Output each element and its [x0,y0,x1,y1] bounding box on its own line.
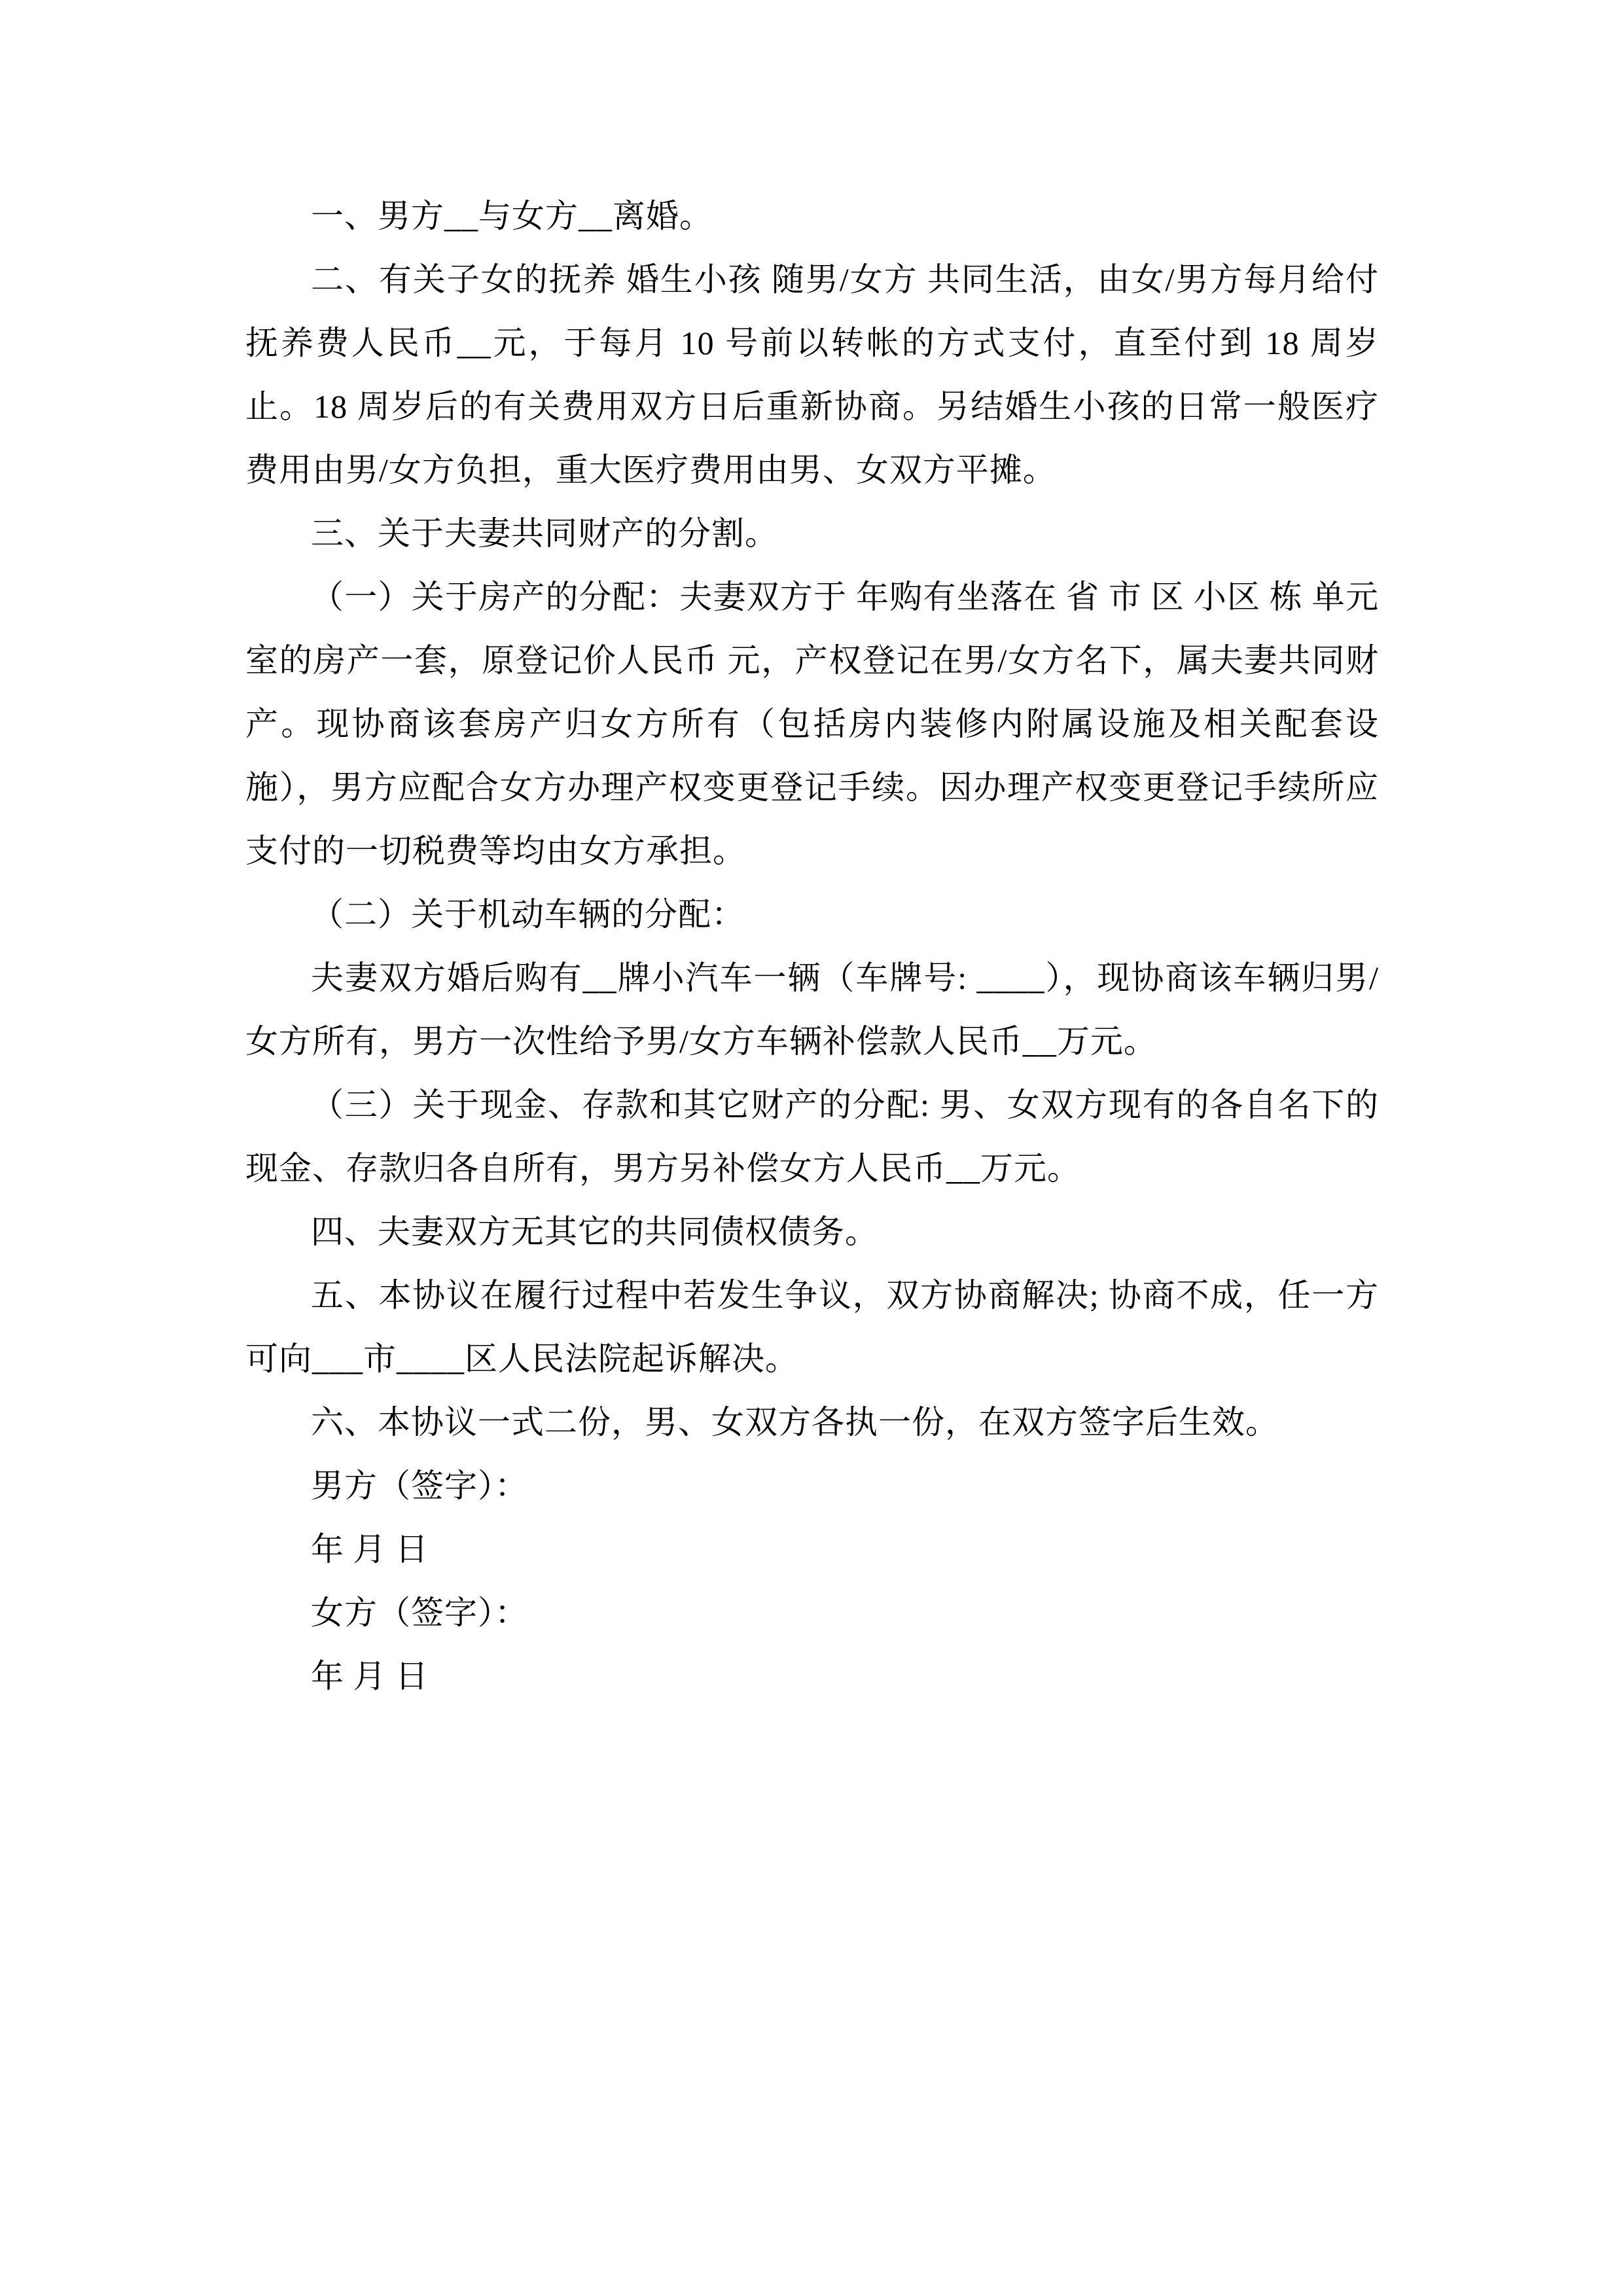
clause-4-debts: 四、夫妻双方无其它的共同债权债务。 [311,1213,878,1250]
wife-signature-line: 女方（签字）： [311,1594,528,1631]
clause-3-property-division-heading: 三、关于夫妻共同财产的分割。 [311,515,778,552]
clause-2-child-support: 二、有关子女的抚养 婚生小孩 随男/女方 共同生活，由女/男方每月给付抚养费人民币__元，于每月 10 号前以转帐的方式支付，直至付到 18 周岁止。18 周岁后的有关费用双方日后重新协商。另结婚生小孩的日常一般医疗费用由男/女方负担，重大医疗费用由男、女双方平摊。 [245,261,1379,488]
clause-3-3-cash-deposits-allocation: （三）关于现金、存款和其它财产的分配: 男、女双方现有的各自名下的现金、存款归各自所有，男方另补偿女方人民币__万元。 [245,1086,1379,1187]
husband-signature-line: 男方（签字）： [311,1467,528,1504]
wife-date-line: 年 月 日 [311,1658,429,1695]
document-body [245,185,1379,1708]
clause-1-divorce: 一、男方__与女方__离婚。 [311,198,713,234]
clause-3-2-vehicle-allocation-body: 夫妻双方婚后购有__牌小汽车一辆（车牌号: ____），现协商该车辆归男/女方所有，男方一次性给予男/女方车辆补偿款人民币__万元。 [245,960,1379,1060]
clause-3-2-vehicle-allocation-heading: （二）关于机动车辆的分配： [311,896,745,933]
husband-date-line: 年 月 日 [311,1531,429,1568]
clause-5-dispute-resolution: 五、本协议在履行过程中若发生争议，双方协商解决; 协商不成，任一方可向___市____区人民法院起诉解决。 [245,1277,1379,1377]
clause-6-effectiveness: 六、本协议一式二份，男、女双方各执一份，在双方签字后生效。 [311,1404,1279,1441]
clause-3-1-house-allocation: （一）关于房产的分配：夫妻双方于 年购有坐落在 省 市 区 小区 栋 单元室的房产一套，原登记价人民币 元，产权登记在男/女方名下，属夫妻共同财产。现协商该套房产归女方所有（包括房内装修内附属设施及相关配套设施），男方应配合女方办理产权变更登记手续。因办理产权变更登记手续所应支付的一切税费等均由女方承担。 [245,579,1379,869]
